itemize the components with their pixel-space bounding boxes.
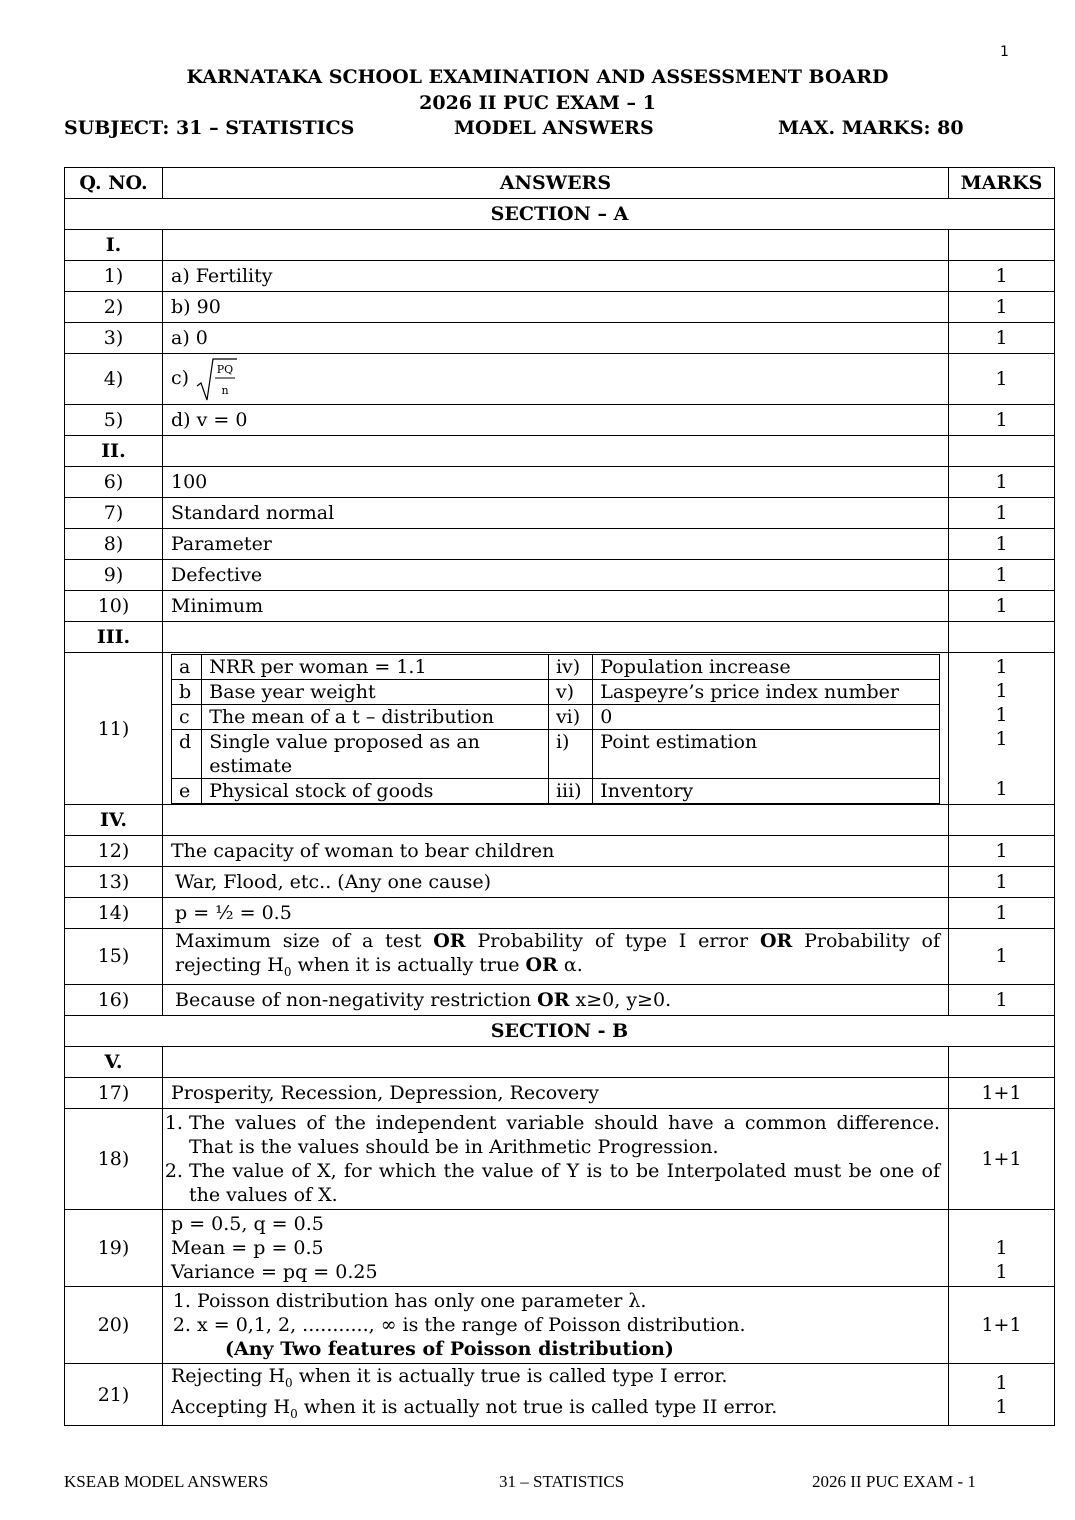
question-number: 19)	[65, 1209, 163, 1286]
question-number: 12)	[65, 836, 163, 867]
marks-value: 1	[949, 984, 1055, 1015]
marks-value: 1	[949, 323, 1055, 354]
qno-header: Q. NO.	[65, 168, 163, 199]
answer-list	[163, 1111, 940, 1207]
match-table	[171, 654, 940, 804]
match-letter: b	[172, 680, 202, 705]
answer-text: 100	[163, 467, 949, 498]
question-number: 20)	[65, 1286, 163, 1363]
question-number: 9)	[65, 560, 163, 591]
table-row	[65, 591, 1055, 622]
answer-line	[171, 1395, 940, 1426]
match-letter: c	[172, 705, 202, 730]
section-a-row	[65, 199, 1055, 230]
question-number: 1)	[65, 261, 163, 292]
question-number: 6)	[65, 467, 163, 498]
marks-value: 1	[949, 867, 1055, 898]
table-row	[65, 354, 1055, 405]
table-row	[65, 498, 1055, 529]
answer-line	[171, 1364, 940, 1395]
marks-header: MARKS	[949, 168, 1055, 199]
part-i-label: I.	[65, 230, 163, 261]
table-row	[65, 560, 1055, 591]
answer-lines-cell	[163, 1209, 949, 1286]
marks-value: 1	[995, 1236, 1008, 1259]
or-keyword: OR	[537, 988, 570, 1011]
match-right: Population increase	[593, 655, 940, 680]
table-row	[65, 261, 1055, 292]
exam-title: 2026 II PUC EXAM – 1	[419, 92, 656, 114]
answer-line: p = 0.5, q = 0.5	[171, 1212, 324, 1235]
marks-value: 1	[949, 467, 1055, 498]
table-row	[65, 405, 1055, 436]
question-number: 17)	[65, 1077, 163, 1108]
table-row	[65, 1363, 1055, 1426]
part-v-row	[65, 1046, 1055, 1077]
square-root-fraction	[195, 356, 239, 402]
marks-value: 1+1	[949, 1077, 1055, 1108]
answer-text: d) v = 0	[163, 405, 949, 436]
match-letter: e	[172, 779, 202, 804]
subject-label: SUBJECT: 31 – STATISTICS	[64, 117, 355, 139]
marks-value: 1	[949, 261, 1055, 292]
marks-value: 1	[949, 354, 1055, 405]
list-item: 1. The values of the independent variable should have a common difference. That is the values should be in Arithmetic Progression.	[189, 1111, 940, 1159]
answer-text: War, Flood, etc.. (Any one cause)	[163, 867, 949, 898]
match-row	[172, 779, 940, 804]
list-item: 1. Poisson distribution has only one parameter λ.	[197, 1289, 940, 1313]
marks-value: 1	[995, 704, 1008, 726]
question-number: 3)	[65, 323, 163, 354]
answer-text: p = ½ = 0.5	[163, 898, 949, 929]
answer-line: Variance = pq = 0.25	[171, 1260, 378, 1283]
marks-value: 1	[949, 836, 1055, 867]
table-row	[65, 984, 1055, 1015]
match-roman: v)	[548, 680, 592, 705]
answer-part: Probability of rejecting H	[175, 930, 941, 976]
answer-option: c)	[171, 367, 190, 389]
answer-text: Minimum	[163, 591, 949, 622]
marks-value: 1	[995, 680, 1008, 702]
subscript: 0	[283, 964, 292, 979]
page-number: 1	[1000, 44, 1009, 60]
answer-text: b) 90	[163, 292, 949, 323]
answer-part: x≥0, y≥0.	[569, 988, 672, 1011]
answer-text: Parameter	[163, 529, 949, 560]
answer-part: Because of non-negativity restriction	[175, 988, 538, 1011]
answer-text: The capacity of woman to bear children	[163, 836, 949, 867]
marks-value: 1	[949, 292, 1055, 323]
question-number: 15)	[65, 929, 163, 985]
answers-header: ANSWERS	[163, 168, 949, 199]
match-left: Physical stock of goods	[202, 779, 549, 804]
marks-value: 1	[995, 728, 1008, 750]
marks-cell	[949, 653, 1055, 805]
question-number: 2)	[65, 292, 163, 323]
question-number: 16)	[65, 984, 163, 1015]
footer-center: 31 – STATISTICS	[499, 1472, 625, 1491]
marks-value: 1	[995, 1260, 1008, 1283]
or-keyword: OR	[759, 930, 793, 952]
list-item: 2. x = 0,1, 2, ..........., ∞ is the range of Poisson distribution.	[197, 1313, 940, 1337]
table-row	[65, 867, 1055, 898]
match-left: The mean of a t – distribution	[202, 705, 549, 730]
table-row	[65, 836, 1055, 867]
answer-part: when it is actually not true is called type II error.	[297, 1395, 778, 1418]
answer-part: Accepting H	[171, 1395, 291, 1418]
match-table-cell	[163, 653, 949, 805]
table-row	[65, 1209, 1055, 1286]
marks-value: 1	[949, 529, 1055, 560]
marks-value: 1+1	[949, 1286, 1055, 1363]
marks-value: 1+1	[949, 1108, 1055, 1209]
answer-list-cell	[163, 1286, 949, 1363]
match-roman: vi)	[548, 705, 592, 730]
question-number: 21)	[65, 1363, 163, 1426]
marks-cell	[949, 1209, 1055, 1286]
match-right: 0	[593, 705, 940, 730]
answer-formula	[163, 354, 949, 405]
subscript: 0	[290, 1406, 298, 1421]
answer-lines-cell	[163, 1363, 949, 1426]
answer-part: Probability of type I error	[465, 930, 760, 952]
fraction-numerator: PQ	[216, 363, 234, 376]
marks-cell	[949, 1363, 1055, 1426]
marks-value: 1	[949, 898, 1055, 929]
answer-list	[163, 1289, 940, 1337]
match-letter: a	[172, 655, 202, 680]
match-left: Base year weight	[202, 680, 549, 705]
part-iii-label: III.	[65, 622, 163, 653]
match-roman: iv)	[548, 655, 592, 680]
question-number: 5)	[65, 405, 163, 436]
footer-left: KSEAB MODEL ANSWERS	[64, 1472, 269, 1491]
max-marks-label: MAX. MARKS: 80	[778, 117, 964, 139]
answer-text: Defective	[163, 560, 949, 591]
question-number: 11)	[65, 653, 163, 805]
table-header-row	[65, 168, 1055, 199]
question-number: 7)	[65, 498, 163, 529]
table-row	[65, 323, 1055, 354]
question-number: 10)	[65, 591, 163, 622]
part-i-row	[65, 230, 1055, 261]
list-item: 2. The value of X, for which the value of Y is to be Interpolated must be one of the values of X.	[189, 1159, 940, 1207]
table-row	[65, 898, 1055, 929]
answer-text: Standard normal	[163, 498, 949, 529]
section-b-title: SECTION - B	[65, 1015, 1055, 1046]
part-iv-label: IV.	[65, 805, 163, 836]
answer-note: (Any Two features of Poisson distribution)	[225, 1337, 674, 1360]
table-row	[65, 653, 1055, 805]
section-a-title: SECTION – A	[65, 199, 1055, 230]
or-keyword: OR	[433, 930, 466, 952]
table-row	[65, 1286, 1055, 1363]
marks-value: 1	[995, 1395, 1008, 1418]
answer-text	[163, 929, 949, 985]
board-title: KARNATAKA SCHOOL EXAMINATION AND ASSESSMENT BOARD	[186, 66, 889, 88]
answer-text	[163, 984, 949, 1015]
answers-table	[64, 167, 1055, 1426]
question-number: 4)	[65, 354, 163, 405]
part-iv-row	[65, 805, 1055, 836]
match-left: Single value proposed as an estimate	[202, 730, 549, 779]
question-number: 14)	[65, 898, 163, 929]
answer-part: Rejecting H	[171, 1364, 286, 1387]
subscript: 0	[285, 1375, 293, 1390]
match-row	[172, 705, 940, 730]
match-roman: i)	[548, 730, 592, 779]
marks-value: 1	[949, 498, 1055, 529]
table-row	[65, 929, 1055, 985]
match-row	[172, 730, 940, 779]
table-row	[65, 292, 1055, 323]
match-letter: d	[172, 730, 202, 779]
answer-part: when it is actually true is called type I error.	[292, 1364, 728, 1387]
question-number: 18)	[65, 1108, 163, 1209]
part-ii-row	[65, 436, 1055, 467]
marks-value: 1	[949, 929, 1055, 985]
answer-part: Maximum size of a test	[175, 930, 434, 952]
marks-value: 1	[949, 405, 1055, 436]
or-keyword: OR	[525, 954, 558, 976]
match-right: Laspeyre’s price index number	[593, 680, 940, 705]
answer-list-cell	[163, 1108, 949, 1209]
match-right: Inventory	[593, 779, 940, 804]
question-number: 13)	[65, 867, 163, 898]
marks-value: 1	[995, 1371, 1008, 1394]
match-row	[172, 655, 940, 680]
table-row	[65, 1108, 1055, 1209]
section-b-row	[65, 1015, 1055, 1046]
table-row	[65, 529, 1055, 560]
match-roman: iii)	[548, 779, 592, 804]
part-v-label: V.	[65, 1046, 163, 1077]
answer-text: a) 0	[163, 323, 949, 354]
match-row	[172, 680, 940, 705]
answer-part: α.	[557, 954, 583, 976]
match-left: NRR per woman = 1.1	[202, 655, 549, 680]
part-iii-row	[65, 622, 1055, 653]
match-right: Point estimation	[593, 730, 940, 779]
fraction-denominator: n	[221, 384, 229, 397]
answer-text: Prosperity, Recession, Depression, Recovery	[163, 1077, 949, 1108]
marks-value: 1	[949, 560, 1055, 591]
answer-text: a) Fertility	[163, 261, 949, 292]
marks-value: 1	[995, 778, 1008, 800]
answer-line: Mean = p = 0.5	[171, 1236, 324, 1259]
marks-value: 1	[949, 591, 1055, 622]
part-ii-label: II.	[65, 436, 163, 467]
table-row	[65, 1077, 1055, 1108]
question-number: 8)	[65, 529, 163, 560]
footer-right: 2026 II PUC EXAM - 1	[812, 1472, 976, 1491]
table-row	[65, 467, 1055, 498]
answer-part: when it is actually true	[291, 954, 526, 976]
doc-type-label: MODEL ANSWERS	[454, 117, 654, 139]
marks-value: 1	[995, 656, 1008, 678]
